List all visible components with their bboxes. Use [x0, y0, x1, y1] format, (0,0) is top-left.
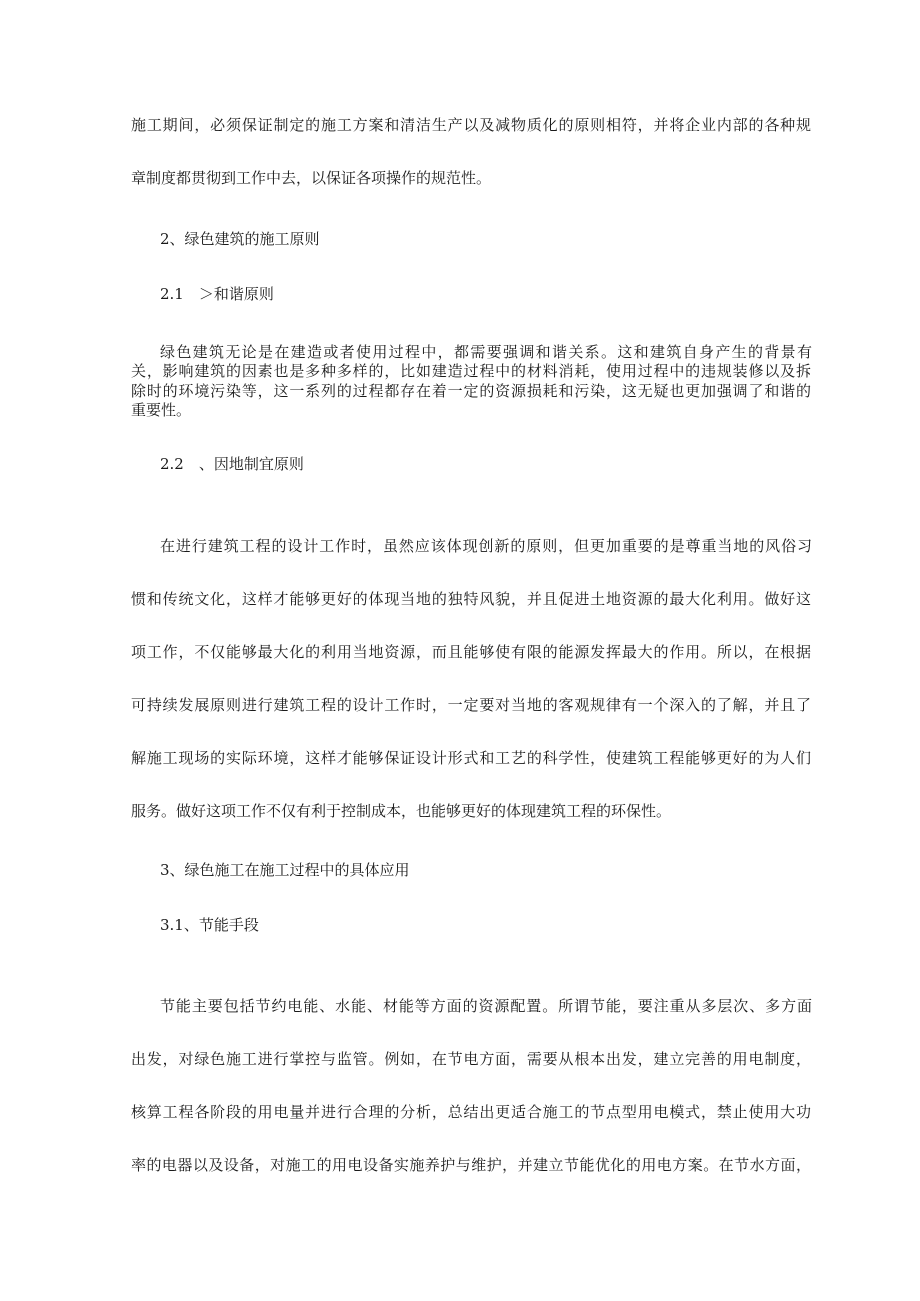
subsection-heading-3-1: 3.1、节能手段: [160, 916, 259, 934]
para-intro-line-2: 章制度都贯彻到工作中去，以保证各项操作的规范性。: [131, 169, 492, 187]
para-2-2-line-5: 解施工现场的实际环境，这样才能够保证设计形式和工艺的科学性，使建筑工程能够更好的为人们: [131, 749, 811, 767]
section-heading-3: 3、绿色施工在施工过程中的具体应用: [160, 861, 410, 879]
para-2-1-line-2: 关，影响建筑的因素也是多种多样的，比如建造过程中的材料消耗，使用过程中的违规装修以及拆: [131, 362, 811, 380]
para-intro-line-1: 施工期间，必须保证制定的施工方案和清洁生产以及减物质化的原则相符，并将企业内部的各种规: [131, 116, 811, 134]
section-heading-2: 2、绿色建筑的施工原则: [160, 230, 320, 248]
para-3-1-line-4: 率的电器以及设备，对施工的用电设备实施养护与维护，并建立节能优化的用电方案。在节水方面，: [131, 1156, 811, 1174]
para-2-1-line-1: 绿色建筑无论是在建造或者使用过程中，都需要强调和谐关系。这和建筑自身产生的背景有: [160, 343, 812, 361]
subsection-heading-2-2: 2.2 、因地制宜原则: [160, 455, 304, 473]
para-2-1-line-4: 重要性。: [131, 401, 192, 419]
para-2-2-line-1: 在进行建筑工程的设计工作时，虽然应该体现创新的原则，但更加重要的是尊重当地的风俗习: [160, 537, 812, 555]
para-2-2-line-2: 惯和传统文化，这样才能够更好的体现当地的独特风貌，并且促进土地资源的最大化利用。做好这: [131, 590, 811, 608]
para-2-2-line-6: 服务。做好这项工作不仅有利于控制成本，也能够更好的体现建筑工程的环保性。: [131, 802, 672, 820]
subsection-heading-2-1: 2.1 ＞和谐原则: [160, 285, 274, 303]
para-3-1-line-2: 出发，对绿色施工进行掌控与监管。例如，在节电方面，需要从根本出发，建立完善的用电制度，: [131, 1050, 811, 1068]
para-3-1-line-1: 节能主要包括节约电能、水能、材能等方面的资源配置。所谓节能，要注重从多层次、多方面: [160, 997, 812, 1015]
para-2-2-line-4: 可持续发展原则进行建筑工程的设计工作时，一定要对当地的客观规律有一个深入的了解，并且了: [131, 696, 811, 714]
para-3-1-line-3: 核算工程各阶段的用电量并进行合理的分析，总结出更适合施工的节点型用电模式，禁止使用大功: [131, 1103, 811, 1121]
para-2-1-line-3: 除时的环境污染等，这一系列的过程都存在着一定的资源损耗和污染，这无疑也更加强调了和谐的: [131, 382, 811, 400]
para-2-2-line-3: 项工作，不仅能够最大化的利用当地资源，而且能够使有限的能源发挥最大的作用。所以，在根据: [131, 643, 811, 661]
